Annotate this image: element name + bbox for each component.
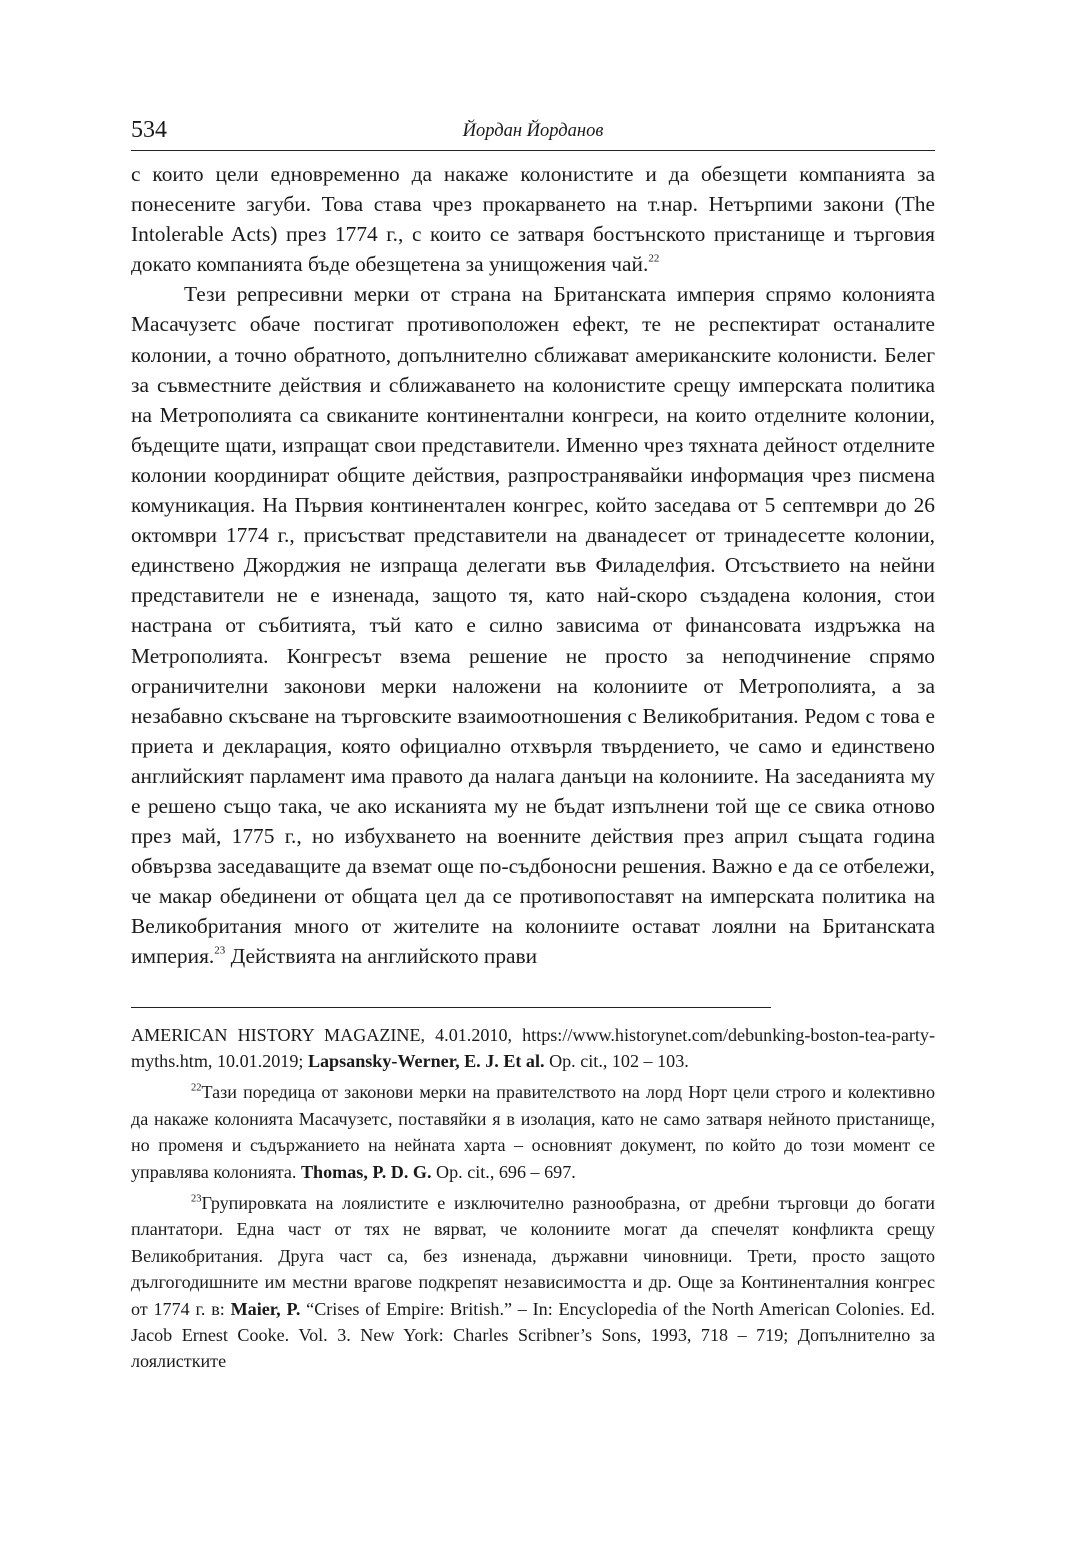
page-header — [131, 112, 935, 151]
paragraph-2 — [131, 279, 935, 971]
main-text — [131, 159, 935, 972]
footnote-ref-22[interactable]: 22 — [648, 252, 660, 265]
paragraph-1-text: с които цели едновременно да накаже колонистите и да обезщети компанията за понесените загуби. Това става чрез прокарването на т.нар. Нетърпими закони (The Intolerable Acts) през 1774 г., с които се затваря бостънското пристанище и търговия докато компанията бъде обезщетена за унищожения чай. — [131, 162, 935, 277]
page — [131, 112, 935, 1375]
paragraph-2-tail: Действията на английското прави — [225, 944, 538, 969]
footnote-22-mark: 22 — [191, 1083, 202, 1094]
footnote-22-text: Тази поредица от законови мерки на правителството на лорд Норт цели строго и колективно да накаже колонията Масачузетс, поставяйки я в изолация, като не само затваря нейното пристанище, но променя и съдържанието на нейната харта – основният документ, по който до този момент се управлява колонията. — [131, 1082, 935, 1182]
footnotes — [131, 1022, 935, 1375]
footnote-continuation-author: Lapsansky-Werner, E. J. Et al. — [307, 1050, 545, 1071]
footnote-23-mark: 23 — [191, 1193, 202, 1205]
footnote-continuation-text: AMERICAN HISTORY MAGAZINE, 4.01.2010, https://www.historynet.com/debunking-boston-tea-party-myths.htm, 10.01.2019; — [131, 1024, 935, 1071]
paragraph-2-text: Тези репресивни мерки от страна на Британската империя спрямо колонията Масачузетс обаче постигат противоположен ефект, те не респектират останалите колонии, а точно обратното, допълнително сближават американските колонисти. Белег за съвместните действия и сближаването на колонистите срещу имперската политика на Метрополията са свиканите континентални конгреси, на които отделните колонии, бъдещите щати, изпращат свои представители. Именно чрез тяхната дейност отделните колонии координират общите действия, разпространявайки информация чрез писмена комуникация. На Първия континентален конгрес, който заседава от 5 септември до 26 октомври 1774 г., присъстват представители на дванадесет от тринадесетте колонии, единствено Джорджия не изпраща делегати във Филаделфия. Отсъствието на нейни представители не е изненада, защото тя, като най-скоро създадена колония, стои настрана от събитията, тъй като е силно зависима от финансовата издръжка на Метрополията. Конгресът взема решение не просто за неподчинение спрямо ограничителни законови мерки наложени на колониите от Метрополията, а за незабавно скъсване на търговските взаимоотношения с Великобритания. Редом с това е приета и декларация, която официално отхвърля твърдението, че само и единствено английският парламент има правото да налага данъци на колониите. На заседанията му е решено също така, че ако исканията му не бъдат изпълнени той ще се свика отново през май, 1775 г., но избухването на военните действия през април същата година обвързва заседаващите да вземат още по-съдбоносни решения. Важно е да се отбележи, че макар обединени от общата цел да се противопоставят на имперската политика на Великобритания много от жителите на колониите остават лоялни на Британската империя. — [131, 282, 935, 969]
footnote-23-author: Maier, P. — [230, 1298, 301, 1319]
footnote-22-author: Thomas, P. D. G. — [300, 1161, 432, 1182]
footnote-continuation-tail: Op. cit., 102 – 103. — [544, 1050, 689, 1071]
footnote-22-tail: Op. cit., 696 – 697. — [431, 1161, 576, 1182]
footnote-22 — [131, 1079, 935, 1185]
footnote-23-tail: “Crises of Empire: British.” – In: Encyclopedia of the North American Colonies. Ed. Jacob Ernest Cooke. Vol. 3. New York: Charles Scribner’s Sons, 1993, 718 – 719; Допълнително за лоялистките — [131, 1298, 935, 1372]
running-head-author: Йордан Йорданов — [462, 121, 604, 141]
footnote-continuation — [131, 1022, 935, 1075]
footnote-ref-23[interactable]: 23 — [214, 945, 226, 958]
page-number: 534 — [131, 117, 167, 143]
footnote-23-text: Групировката на лоялистите е изключително разнообразна, от дребни търговци до богати плантатори. Една част от тях не вярват, че колониите могат да спечелят конфликта срещу Великобритания. Друга част са, без изненада, държавни чиновници. Трети, просто защото дългогодишните им местни врагове подкрепят независимостта и др. Още за Континенталния конгрес от 1774 г. в: — [131, 1192, 935, 1319]
footnote-23 — [131, 1190, 935, 1375]
footnote-separator — [131, 1007, 771, 1008]
paragraph-1 — [131, 159, 935, 279]
